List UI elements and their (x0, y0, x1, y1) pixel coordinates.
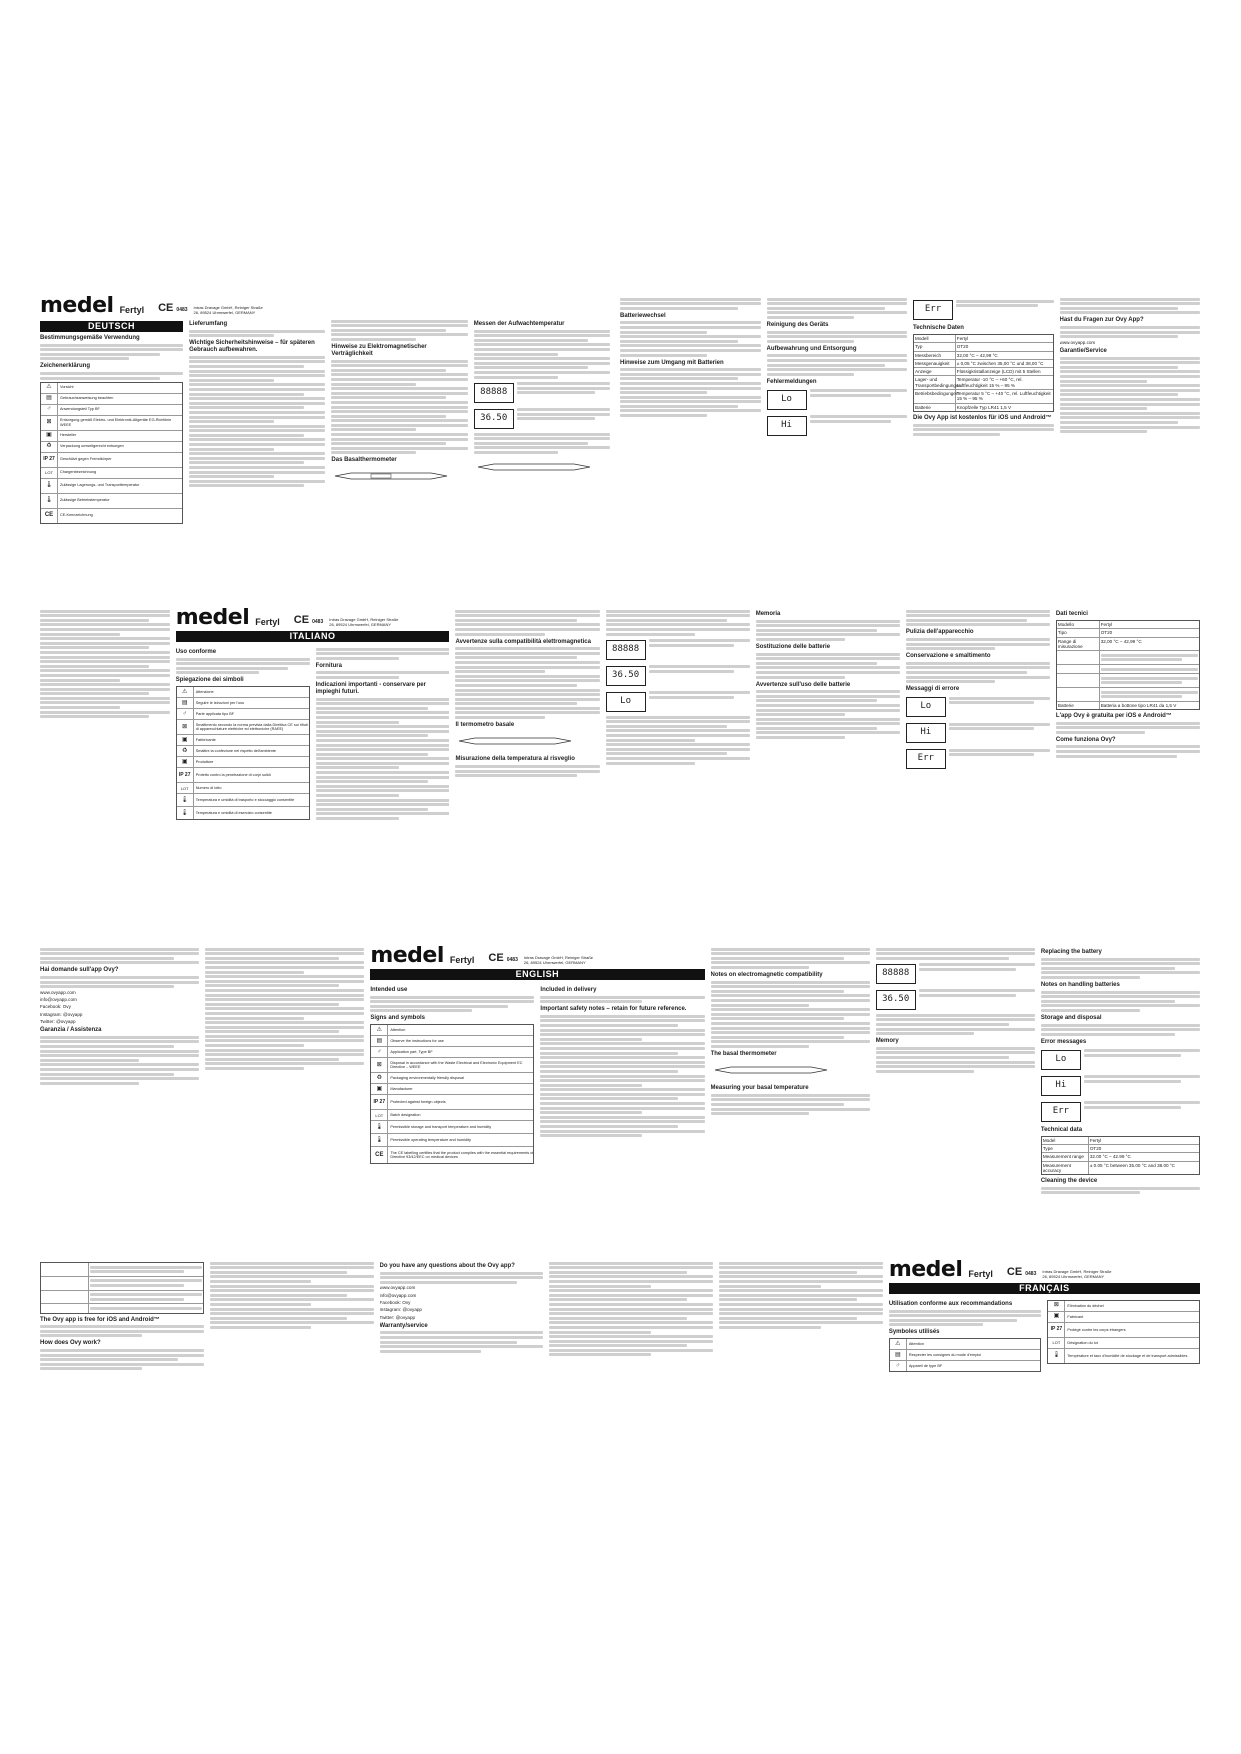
ip27-icon: IP 27 (177, 768, 194, 782)
weee-bin-icon: ⊠ (177, 720, 194, 734)
heading: Notes on electromagnetic compatibility (710, 971, 823, 978)
contact-twitter[interactable]: Twitter: @ovyapp (40, 1018, 76, 1024)
thermometer-illustration (331, 469, 451, 483)
lcd-test-display: 88888 (474, 383, 514, 403)
heading: Garantie/Service (1059, 348, 1107, 355)
tech-data-table-de: Modell Fertyl Typ OT20 Messbereich 32,00 °C – 42,99 °C Messgenauigkeit ± 0,05 °C zwischen 35,00 °C und 38,00 °C Anzeige Flüssigkristallanzeige (LCD) mit 5 Stellen Lager- und Transportbedingungen Temperatur -10 °C – +60 °C, rel. Luftfeuchtigkeit 15 % – 95 % Betriebsbedingungen Temperatur 5 °C – +40 °C, rel. Luftfeuchtigkeit 15 % – 95 % Batterie Knopfzelle Typ LR41 1,5 V (913, 334, 1054, 412)
panel-it (40, 608, 1200, 880)
tech-data-table-en: Model Fertyl Type OT20 Measurement range 32.00 °C – 42.99 °C Measurement accuracy ± 0.05 °C between 35.00 °C and 38.00 °C (1041, 1136, 1200, 1175)
contact-instagram[interactable]: Instagram: @ovyapp (379, 1307, 422, 1313)
contact-website[interactable]: www.ovyapp.com (1059, 339, 1096, 345)
header-it (176, 608, 450, 628)
heading: Avvertenze sulla compatibilità elettromagnetica (455, 638, 591, 645)
warning-icon: ⚠ (890, 1339, 907, 1349)
factory-icon: ▣ (41, 431, 58, 441)
lcd-reading-display: 36.50 (876, 990, 916, 1010)
tech-data-table-it: Modello Fertyl Tipo OT20 Range di misurazione 32,00 °C – 42,99 °C Batterie Batteria a bottone tipo LR41 da 1,5 V (1056, 620, 1200, 710)
lot-icon: LOT (1048, 1338, 1065, 1348)
lcd-reading-display: 36.50 (474, 409, 514, 429)
header-de (40, 296, 610, 316)
contact-website[interactable]: www.ovyapp.com (40, 989, 76, 995)
lot-icon: LOT (371, 1110, 388, 1120)
heading: Spiegazione dei simboli (175, 677, 244, 684)
ce-mark: CE 0483 (293, 614, 324, 626)
symbol-table-fr: ⚠ Attention ▤ Respecter les consignes du mode d'emploi ♂ Appareil de type BF (889, 1338, 1042, 1372)
heading: The basal thermometer (710, 1050, 777, 1057)
heading: Intended use (370, 987, 408, 993)
panel-de (40, 296, 610, 596)
heading: Notes on handling batteries (1040, 981, 1120, 988)
heading: Lieferumfang (189, 321, 228, 327)
temperature-storage-icon: 🌡 (41, 479, 58, 493)
lcd-hi-display: Hi (906, 723, 946, 743)
recycle-icon: ♻ (41, 442, 58, 452)
heading: Aufbewahrung und Entsorgung (766, 345, 857, 352)
heading: Error messages (1040, 1038, 1087, 1045)
lcd-lo-display: Lo (606, 692, 646, 712)
manual-icon: ▤ (41, 394, 58, 404)
contact-facebook[interactable]: Facebook: Ovy (379, 1299, 411, 1305)
manual-icon: ▤ (371, 1036, 388, 1046)
manual-icon: ▤ (177, 698, 194, 708)
heading: How does Ovy work? (40, 1340, 101, 1347)
manufacturer-icon: ▣ (177, 757, 194, 767)
medel-logo: medel (370, 946, 444, 968)
manufacturer-address: Intras Dravage GmbH, Reiniger Straße 26, 89524 Uhrmwerfel, GERMANY (1042, 1269, 1112, 1280)
heading: Memory (875, 1038, 899, 1045)
warning-icon: ⚠ (177, 687, 194, 697)
heading: Garanzia / Assistenza (40, 1027, 102, 1034)
panel-de-continued (620, 296, 1200, 596)
weee-bin-icon: ⊠ (1048, 1301, 1065, 1311)
product-name: Fertyl (449, 955, 475, 965)
heading: Die Ovy App ist kostenlos für iOS und Android™ (913, 414, 1052, 421)
symbol-table-de: ⚠ Vorsicht ▤ Gebrauchsanweisung beachten ♂ Anwendungsteil Typ BF ⊠ Entsorgung gemäß Elektro- und Elektronik-Altgeräte EG-Richtlinie WEEE ▣ Hersteller ♻ Verpackung umweltgerecht entsorgen IP 27 Geschützt gegen Fremdkörper LOT Chargenbezeichnung 🌡 Zulässige Lagerungs- und Transporttemperatur 🌡 Zulässige Betriebstemperatur CE CE-Kennzeichnung (40, 382, 183, 524)
contact-twitter[interactable]: Twitter: @ovyapp (379, 1314, 416, 1320)
language-bar-fr: FRANÇAIS (889, 1283, 1200, 1294)
lot-icon: LOT (41, 468, 58, 478)
heading: Pulizia dell'apparecchio (905, 629, 974, 636)
lcd-hi-display: Hi (767, 416, 807, 436)
heading: Measuring your basal temperature (710, 1085, 809, 1092)
heading: Symboles utilisés (888, 1329, 940, 1336)
heading: Come funziona Ovy? (1055, 736, 1116, 743)
heading: L'app Ovy è gratuita per iOS e Android™ (1055, 713, 1172, 720)
lot-icon: LOT (177, 783, 194, 793)
heading: Hinweise zu Elektromagnetischer Verträglichkeit (331, 343, 427, 357)
manufacturer-address: Intras Dravage GmbH, Reiniger Straße 26, 89524 Uhrmwerfel, GERMANY (329, 617, 399, 628)
factory-icon: ▣ (371, 1084, 388, 1094)
ce-icon: CE (41, 509, 58, 523)
panel-en (40, 946, 1200, 1250)
lcd-lo-display: Lo (1041, 1050, 1081, 1070)
temperature-operating-icon: 🌡 (177, 807, 194, 819)
temperature-storage-icon: 🌡 (1048, 1349, 1065, 1363)
weee-bin-icon: ⊠ (41, 416, 58, 430)
heading: Sostituzione delle batterie (755, 643, 831, 650)
heading: Wichtige Sicherheitshinweise – für späteren Gebrauch aufbewahren. (189, 340, 315, 354)
heading: Hai domande sull'app Ovy? (40, 967, 119, 974)
heading: Avvertenze sull'uso delle batterie (755, 681, 851, 688)
temperature-operating-icon: 🌡 (41, 494, 58, 508)
heading: Fornitura (315, 662, 342, 669)
heading: Batteriewechsel (620, 312, 666, 319)
heading: Uso conforme (175, 649, 217, 655)
temperature-storage-icon: 🌡 (177, 794, 194, 806)
heading: Utilisation conforme aux recommandations (888, 1301, 1013, 1307)
warning-icon: ⚠ (41, 383, 58, 393)
heading: Das Basalthermometer (331, 457, 397, 464)
warning-icon: ⚠ (371, 1025, 388, 1035)
lcd-lo-display: Lo (767, 390, 807, 410)
heading: Storage and disposal (1040, 1014, 1102, 1021)
manufacturer-address: Intras Dravage GmbH, Reiniger Straße 26, 89524 Uhrmwerfel, GERMANY (523, 955, 593, 966)
product-name: Fertyl (119, 305, 145, 315)
heading: Indicazioni importanti - conservare per impieghi futuri. (315, 681, 426, 695)
contact-website[interactable]: www.ovyapp.com (379, 1285, 416, 1291)
heading: Hinweise zum Umgang mit Batterien (620, 359, 724, 366)
bf-type-icon: ♂ (371, 1047, 388, 1057)
lcd-test-display: 88888 (606, 640, 646, 660)
header-fr (889, 1260, 1200, 1280)
contact-facebook[interactable]: Facebook: Ovy (40, 1004, 71, 1010)
heading: Zeichenerklärung (40, 363, 91, 370)
bf-type-icon: ♂ (177, 709, 194, 719)
header-en (370, 946, 704, 966)
contact-email[interactable]: info@ovyapp.com (379, 1292, 417, 1298)
weee-bin-icon: ⊠ (371, 1058, 388, 1072)
symbol-table-en: ⚠ Attention ▤ Observe the instructions for use ♂ Application part, Type BF ⊠ Disposal in accordance with the Waste Electrical and Electronic Equipment EC Directive – WEEE ♻ Packaging environmentally friendly disposal ▣ Manufacturer IP 27 Protected against foreign objects LOT Batch designation 🌡 Permissible storage and transport temperature and humidity 🌡 Permissible operating temperature and humidity CE The CE labelling certifies that the product complies with the essential requirements of Directive 93/42/EEC on medical devices (370, 1024, 534, 1164)
bf-type-icon: ♂ (41, 405, 58, 415)
temperature-storage-icon: 🌡 (371, 1121, 388, 1133)
symbol-table-fr-cont: ⊠ Élimination du déchet ▣ Fabricant IP 27 Protégé contre les corps étrangers LOT Désignation du lot 🌡 Température et taux d'humidité de stockage et de transport admissibles (1047, 1300, 1200, 1364)
tech-data-table-en-cont (40, 1262, 204, 1314)
heading: Messen der Aufwachtemperatur (473, 321, 565, 327)
ip27-icon: IP 27 (1048, 1323, 1065, 1337)
heading: Important safety notes – retain for future reference. (540, 1006, 687, 1013)
contact-instagram[interactable]: Instagram: @ovyapp (40, 1011, 83, 1017)
heading: Replacing the battery (1040, 949, 1102, 955)
lcd-lo-display: Lo (906, 697, 946, 717)
recycle-icon: ♻ (177, 746, 194, 756)
recycle-icon: ♻ (371, 1073, 388, 1083)
heading: Conservazione e smaltimento (905, 653, 991, 660)
symbol-table-it: ⚠ Attenzione ▤ Seguire le istruzioni per l'uso ♂ Parte applicata tipo BF ⊠ Smaltimento secondo la norma prevista dalla Direttiva CE sui rifiuti di apparecchiature elettriche ed elettroniche (RAEE) ▣ Fabbricante ♻ Smaltire la confezione nel rispetto dell'ambiente ▣ Produttore IP 27 Protetto contro la penetrazione di corpi solidi LOT Numero di lotto 🌡 Temperatura e umidità di trasporto e stoccaggio consentite 🌡 Temperatura e umidità di esercizio consentite (176, 686, 310, 820)
medel-logo: medel (175, 608, 250, 630)
medel-logo: medel (40, 296, 114, 318)
heading: Bestimmungsgemäße Verwendung (40, 335, 140, 341)
heading: Memoria (755, 611, 781, 617)
panel-fr (40, 1260, 1200, 1470)
heading: Technical data (1040, 1126, 1083, 1133)
ce-mark: CE 0483 (158, 302, 188, 314)
ip27-icon: IP 27 (41, 453, 58, 467)
language-bar-en: ENGLISH (370, 969, 704, 980)
heading: Warranty/service (379, 1322, 428, 1329)
ce-icon: CE (371, 1147, 388, 1163)
ce-mark: CE 0483 (488, 952, 518, 964)
heading: The Ovy app is free for iOS and Android™ (40, 1316, 160, 1323)
heading: Dati tecnici (1055, 611, 1088, 617)
language-bar-de: DEUTSCH (40, 321, 183, 332)
medel-logo: medel (888, 1260, 963, 1282)
product-name: Fertyl (968, 1269, 993, 1279)
product-name: Fertyl (255, 617, 280, 627)
manual-icon: ▤ (890, 1350, 907, 1360)
thermometer-illustration (455, 734, 575, 748)
lcd-err-display: Err (913, 300, 953, 320)
heading: Misurazione della temperatura al risveglio (455, 756, 575, 763)
heading: Signs and symbols (370, 1015, 425, 1022)
factory-icon: ▣ (1048, 1312, 1065, 1322)
contact-email[interactable]: info@ovyapp.com (40, 997, 77, 1003)
heading: Il termometro basale (455, 722, 515, 729)
factory-icon: ▣ (177, 735, 194, 745)
heading: Cleaning the device (1040, 1178, 1098, 1185)
ip27-icon: IP 27 (371, 1095, 388, 1109)
temperature-operating-icon: 🌡 (371, 1134, 388, 1146)
lcd-reading-display: 36.50 (606, 666, 646, 686)
manufacturer-address: Intras Dravage GmbH, Reiniger Straße 26, 89524 Uhrmwerfel, GERMANY (193, 305, 263, 316)
lcd-test-display: 88888 (876, 964, 916, 984)
thermometer-illustration (711, 1063, 831, 1077)
lcd-err-display: Err (1041, 1102, 1081, 1122)
lcd-hi-display: Hi (1041, 1076, 1081, 1096)
heading: Included in delivery (540, 987, 597, 993)
thermometer-under-tongue-illustration (474, 460, 594, 474)
heading: Reinigung des Geräts (766, 321, 829, 328)
heading: Technische Daten (913, 325, 964, 331)
language-bar-it: ITALIANO (176, 631, 450, 642)
lcd-err-display: Err (906, 749, 946, 769)
ce-mark: CE 0483 (1006, 1266, 1037, 1278)
heading: Do you have any questions about the Ovy app? (379, 1263, 515, 1269)
bf-type-icon: ♂ (890, 1361, 907, 1371)
heading: Messaggi di errore (905, 686, 960, 693)
heading: Fehlermeldungen (766, 378, 817, 385)
heading: Hast du Fragen zur Ovy App? (1059, 317, 1144, 324)
